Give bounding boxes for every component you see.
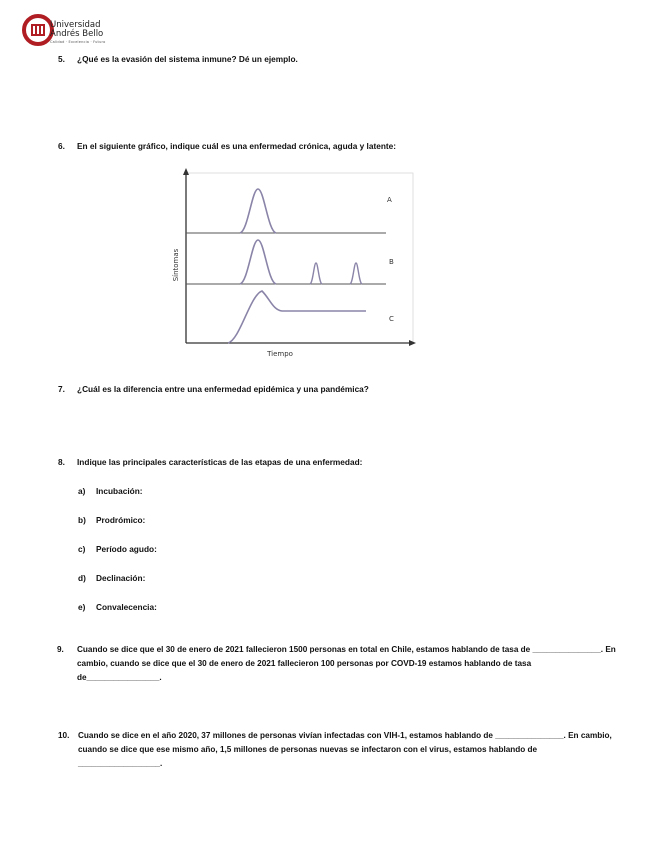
logo-text (50, 21, 105, 44)
list-item-letter: c) (78, 544, 86, 554)
disease-curves-chart (160, 165, 420, 365)
list-item-label: Declinación: (96, 573, 146, 583)
list-item-label: Incubación: (96, 486, 143, 496)
chart-frame (186, 173, 413, 343)
question-number: 10. (58, 731, 70, 740)
question-text: ¿Qué es la evasión del sistema inmune? Dé un ejemplo. (77, 54, 298, 64)
list-item-letter: d) (78, 573, 86, 583)
question-text: Indique las principales características de las etapas de una enfermedad: (77, 457, 363, 467)
list-item-letter: a) (78, 486, 86, 496)
list-item-letter: e) (78, 602, 86, 612)
curve-b-peak-2 (310, 263, 322, 284)
question-text: Cuando se dice que el 30 de enero de 2021 fallecieron 1500 personas en total en Chile, estamos hablando de tasa de _______________. En cambio, cuando se dice que el 30 de enero de 2021 fallecieron 100 personas por COVD-19 estamos hablando de tasa de________________. (77, 645, 616, 682)
curve-b-peak-3 (350, 263, 362, 284)
question-10 (58, 729, 618, 771)
question-number: 5. (58, 54, 65, 64)
question-text: Cuando se dice en el año 2020, 37 millones de personas vivían infectadas con VIH-1, estamos hablando de _______________. En cambio, cuando se dice que ese mismo año, 1,5 millones de personas nuevas se infectaron con el virus, estamos hablando de __________________. (78, 731, 612, 768)
question-text: En el siguiente gráfico, indique cuál es una enfermedad crónica, aguda y latente: (77, 141, 397, 151)
logo-name-line1: Universidad (50, 20, 101, 30)
curve-a (240, 189, 276, 233)
y-axis-arrow-icon (183, 168, 189, 175)
question-9 (57, 643, 617, 685)
question-number: 7. (58, 384, 65, 394)
list-item-label: Convalecencia: (96, 602, 157, 612)
curve-c (228, 291, 366, 343)
list-item-label: Período agudo: (96, 544, 157, 554)
logo-tagline: Calidad · Excelencia · Futuro (50, 40, 106, 44)
curve-label-a: A (387, 196, 392, 204)
question-number: 6. (58, 141, 65, 151)
question-number: 8. (58, 457, 65, 467)
list-item-label: Prodrómico: (96, 515, 146, 525)
x-axis-label: Tiempo (267, 350, 293, 358)
list-item-letter: b) (78, 515, 86, 525)
x-axis-arrow-icon (409, 340, 416, 346)
curve-label-c: C (389, 315, 394, 323)
question-text: ¿Cuál es la diferencia entre una enfermedad epidémica y una pandémica? (77, 384, 369, 394)
curve-label-b: B (389, 258, 394, 266)
y-axis-label: Síntomas (172, 248, 180, 282)
logo-name-line2: Andrés Bello (50, 29, 104, 39)
question-number: 9. (57, 645, 64, 654)
curve-b-main-peak (240, 240, 276, 284)
